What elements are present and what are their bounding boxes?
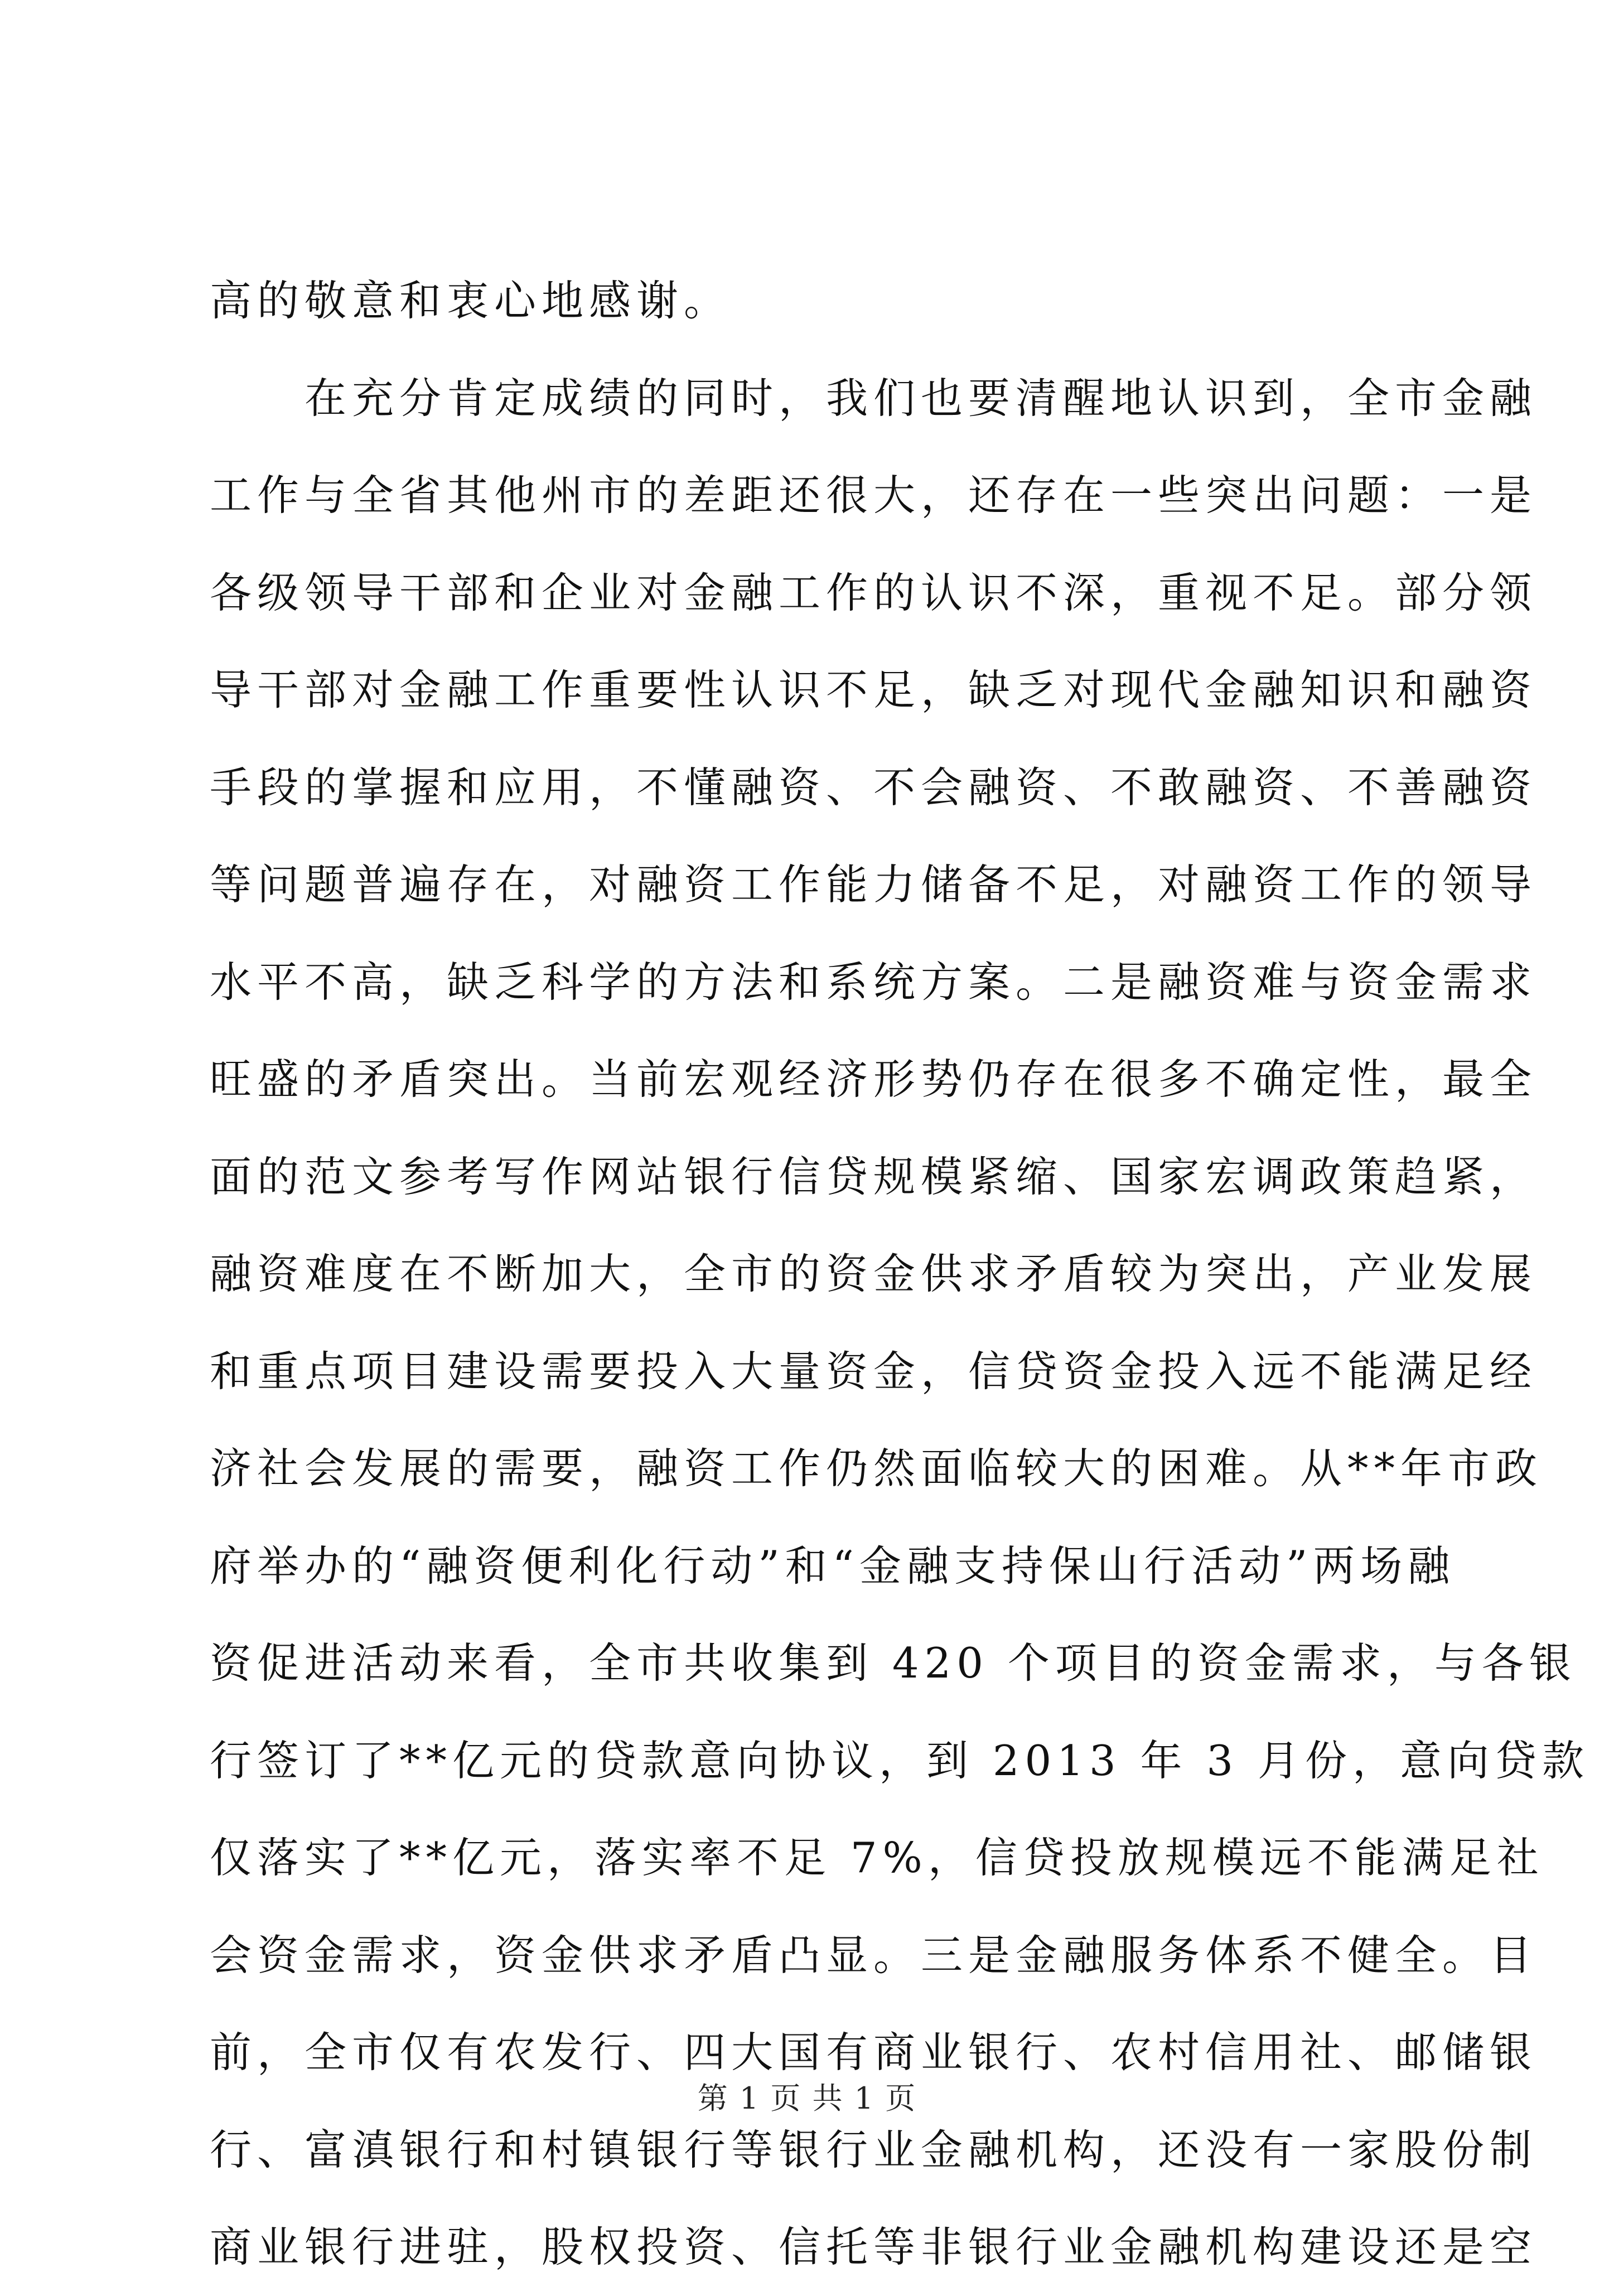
text-line: 和重点项目建设需要投入大量资金，信贷资金投入远不能满足经 xyxy=(210,1346,1538,1396)
text-line: 仅落实了**亿元，落实率不足 7%，信贷投放规模远不能满足社 xyxy=(210,1833,1544,1882)
text-line: 等问题普遍存在，对融资工作能力储备不足，对融资工作的领导 xyxy=(210,860,1538,909)
text-line: 济社会发展的需要，融资工作仍然面临较大的困难。从**年市政 xyxy=(210,1444,1543,1493)
text-line: 高的敬意和衷心地感谢。 xyxy=(210,276,732,325)
text-line: 水平不高，缺乏科学的方法和系统方案。二是融资难与资金需求 xyxy=(210,957,1538,1007)
text-line: 旺盛的矛盾突出。当前宏观经济形势仍存在很多不确定性，最全 xyxy=(210,1055,1538,1104)
text-line: 行、富滇银行和村镇银行等银行业金融机构，还没有一家股份制 xyxy=(210,2125,1538,2174)
page-footer: 第 1 页 共 1 页 xyxy=(697,2081,917,2116)
text-line: 会资金需求，资金供求矛盾凸显。三是金融服务体系不健全。目 xyxy=(210,1930,1538,1980)
text-line: 融资难度在不断加大，全市的资金供求矛盾较为突出，产业发展 xyxy=(210,1249,1538,1298)
text-line: 各级领导干部和企业对金融工作的认识不深，重视不足。部分领 xyxy=(210,568,1538,617)
text-line: 商业银行进驻，股权投资、信托等非银行业金融机构建设还是空 xyxy=(210,2222,1538,2271)
text-line: 工作与全省其他州市的差距还很大，还存在一些突出问题：一是 xyxy=(210,471,1538,520)
text-line: 行签订了**亿元的贷款意向协议，到 2013 年 3 月份，意向贷款 xyxy=(210,1736,1589,1785)
body-text xyxy=(210,252,1589,2296)
text-line: 府举办的“融资便利化行动”和“金融支持保山行活动”两场融 xyxy=(210,1541,1456,1591)
text-line: 面的范文参考写作网站银行信贷规模紧缩、国家宏调政策趋紧， xyxy=(210,1152,1538,1201)
text-line: 导干部对金融工作重要性认识不足，缺乏对现代金融知识和融资 xyxy=(210,665,1538,714)
text-line: 手段的掌握和应用，不懂融资、不会融资、不敢融资、不善融资 xyxy=(210,762,1538,812)
text-line: 在充分肯定成绩的同时，我们也要清醒地认识到，全市金融 xyxy=(210,373,1538,423)
text-line: 前，全市仅有农发行、四大国有商业银行、农村信用社、邮储银 xyxy=(210,2028,1538,2077)
text-line: 资促进活动来看，全市共收集到 420 个项目的资金需求，与各银 xyxy=(210,1638,1577,1688)
